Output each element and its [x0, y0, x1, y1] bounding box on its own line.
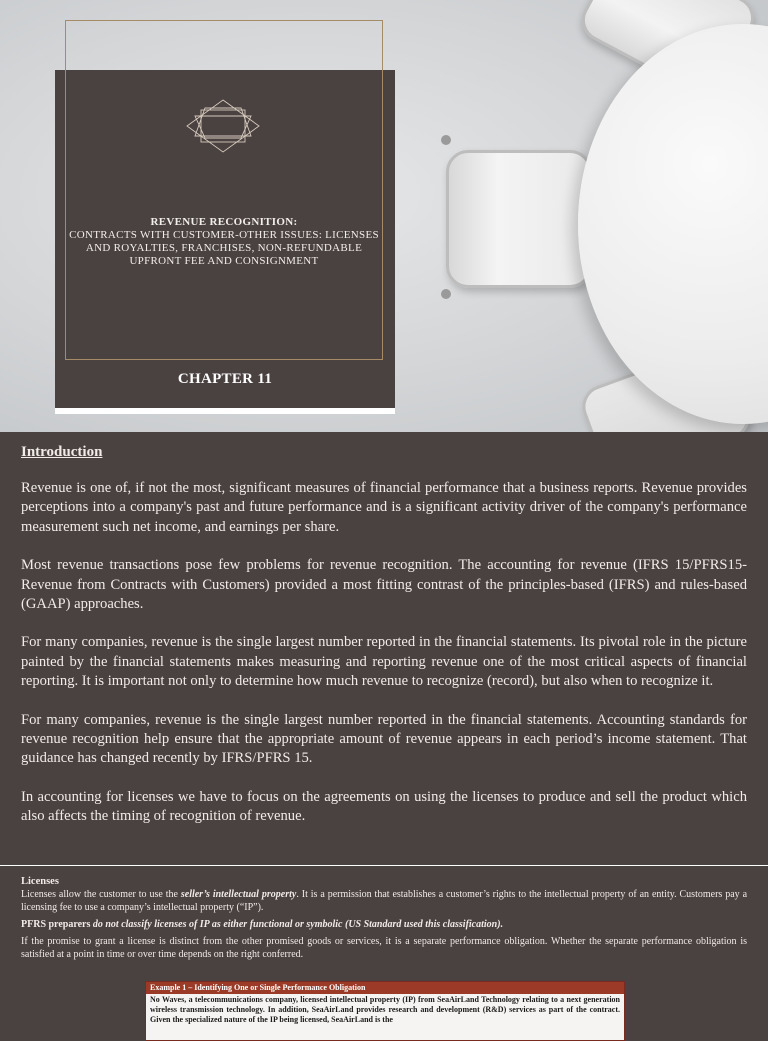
cover-title-line1: REVENUE RECOGNITION: [150, 216, 298, 228]
intro-paragraph-1: Revenue is one of, if not the most, significant measures of financial performance that a business reports. Revenue provides perceptions into a company's past and future performance and is a significant activity driver of the company's performance measurement such net income, and earnings per share. [21, 480, 747, 535]
licenses-p1-emphasis: seller’s intellectual property [180, 889, 297, 900]
licenses-p2-emphasis: do not classify licenses of IP as either functional or symbolic (US Standard used this classification). [90, 919, 504, 930]
cover-title [66, 216, 382, 268]
licenses-heading: Licenses [21, 876, 59, 887]
introduction-heading: Introduction [21, 444, 103, 460]
cover-title-line2: CONTRACTS WITH CUSTOMER-OTHER ISSUES: LICENSES AND ROYALTIES, FRANCHISES, NON-REFUNDABLE UPFRONT FEE AND CONSIGNMENT [69, 229, 379, 267]
licenses-section [21, 876, 747, 965]
chapter-label: CHAPTER 11 [177, 371, 273, 387]
chair-left-image [446, 150, 592, 288]
example-box [145, 981, 625, 1041]
licenses-p1-text: Licenses allow the customer to use the [21, 889, 181, 900]
example-body: No Waves, a telecommunications company, licensed intellectual property (IP) from SeaAirLand Technology relating to a next generation wireless transmission technology. In addition, SeaAirLand provides research and development (R&D) services as part of the contract. Given the specialized nature of the IP being licensed, SeaAirLand is the [150, 995, 620, 1024]
licenses-paragraph-2 [21, 918, 747, 931]
licenses-paragraph-1 [21, 888, 747, 914]
introduction-section [21, 444, 747, 846]
cover-frame [65, 20, 383, 360]
round-table-image [578, 24, 768, 424]
intro-paragraph-2: Most revenue transactions pose few problems for revenue recognition. The accounting for revenue (IFRS 15/PFRS15- Revenue from Contracts with Customers) provided a most fitting contrast of the principles-based (IFRS) and rules-based (GAAP) approaches. [21, 557, 747, 613]
section-divider [0, 865, 768, 866]
intro-paragraph-3: For many companies, revenue is the single largest number reported in the financial statements. Its pivotal role in the picture painted by the financial statements makes measuring and reporting revenue one of the most critical aspects of financial reporting. It is important not only to determine how much revenue to recognize (record), but also when to recognize it. [21, 634, 747, 690]
licenses-paragraph-3: If the promise to grant a license is distinct from the other promised goods or services, it is a separate performance obligation. Whether the separate performance obligation is satisfied at a point in time or over time depends on the right conferred. [21, 936, 747, 960]
licenses-p1-text-end: . It is a permission that establishes a customer’s rights to the intellectual property of an entity. Customers pay a licensing fee to use a company’s intellectual property (“IP”). [21, 889, 748, 913]
intro-paragraph-4: For many companies, revenue is the single largest number reported in the financial statements. Accounting standards for revenue recognition help ensure that the appropriate amount of revenue appears in each period’s income statement. That guidance has changed recently by IFRS/PFRS 15. [21, 711, 747, 767]
geometric-emblem-icon [185, 98, 261, 154]
licenses-p2-bold: PFRS preparers [21, 919, 91, 930]
cover-hero-image [0, 0, 768, 432]
intro-paragraph-5: In accounting for licenses we have to focus on the agreements on using the licenses to produce and sell the product which also affects the timing of recognition of revenue. [21, 788, 747, 825]
example-title: Example 1 – Identifying One or Single Performance Obligation [146, 982, 624, 994]
